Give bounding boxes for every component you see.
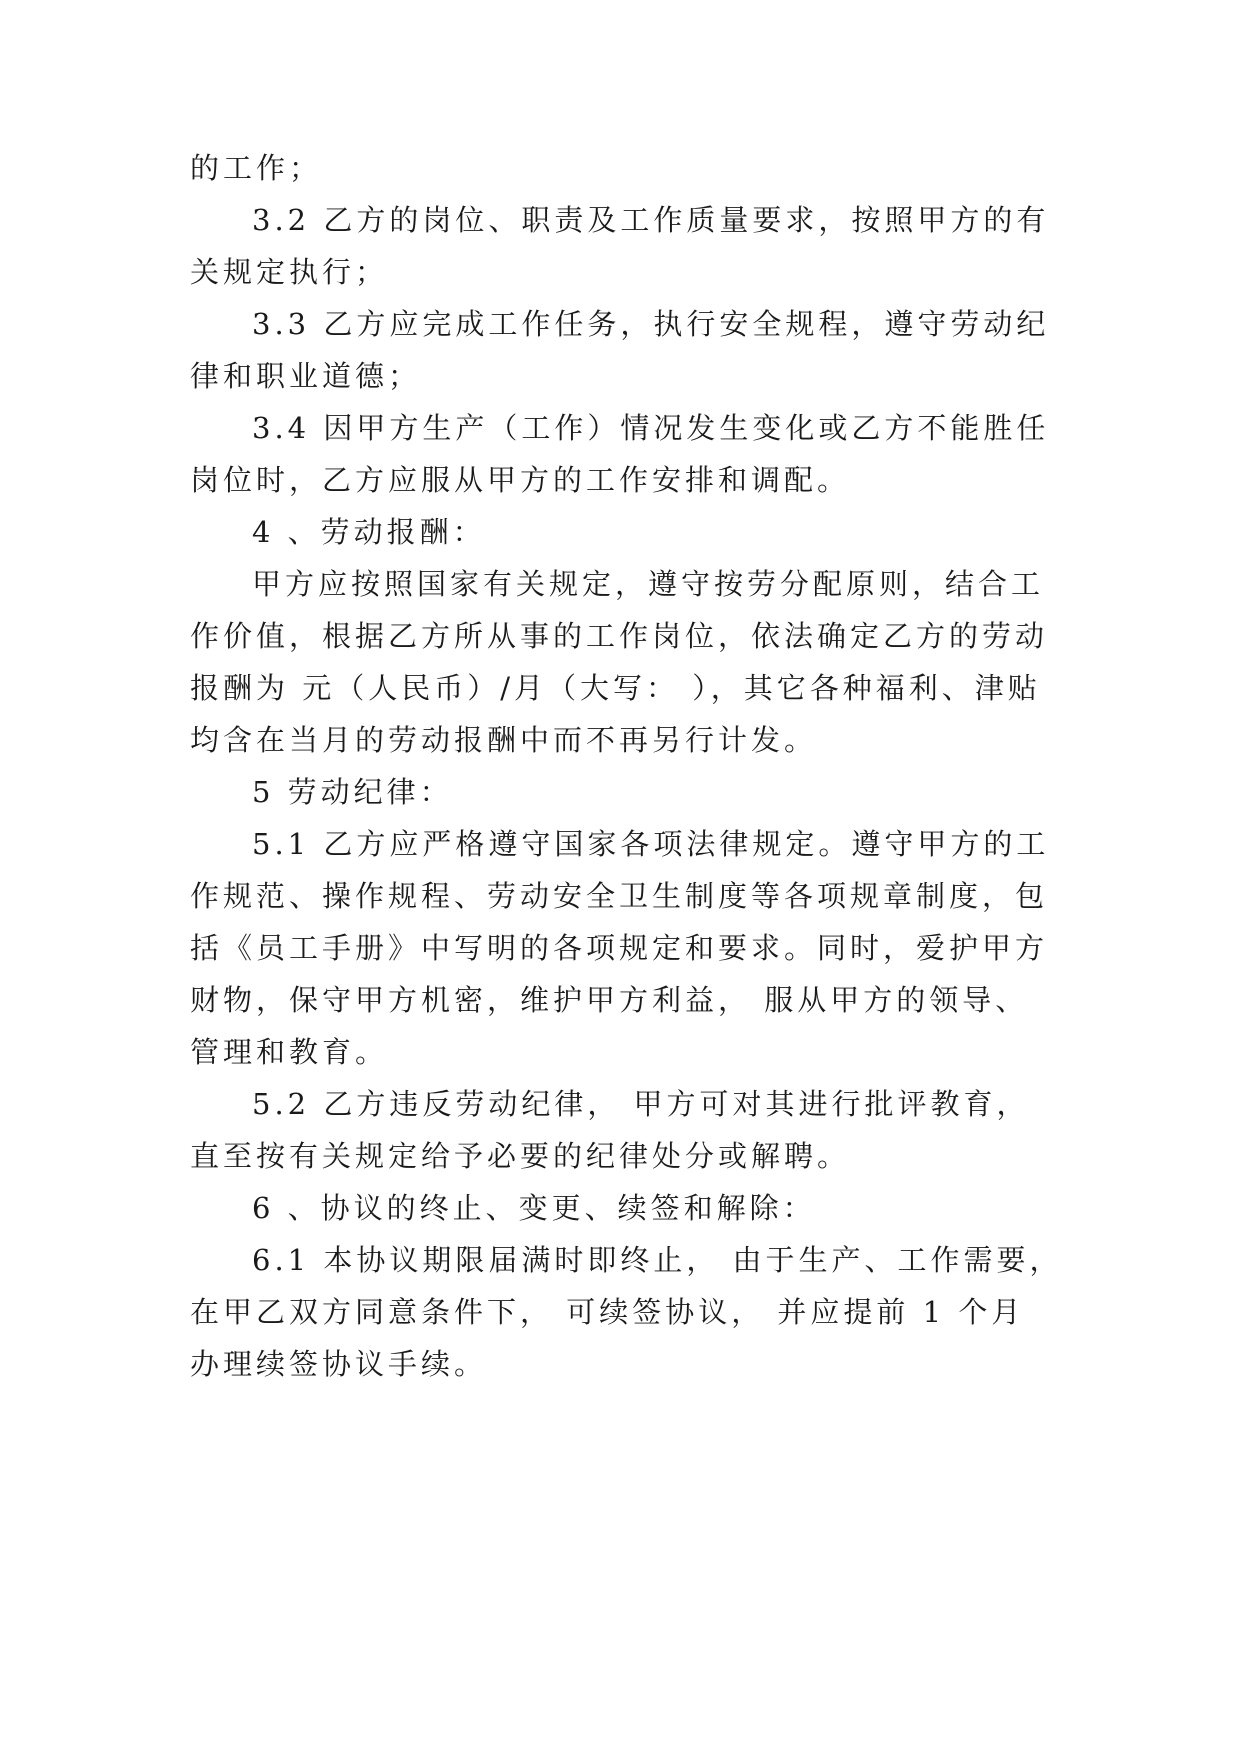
text-line: 财物，保守甲方机密，维护甲方利益， 服从甲方的领导、 <box>190 983 1029 1017</box>
text-line: 管理和教育。 <box>190 1035 389 1069</box>
text-line: 均含在当月的劳动报酬中而不再另行计发。 <box>190 723 818 757</box>
section-heading-5: 5 劳动纪律： <box>252 775 453 809</box>
clause-5-1: 5.1 乙方应严格遵守国家各项法律规定。遵守甲方的工 <box>252 827 1050 861</box>
clause-6-1: 6.1 本协议期限届满时即终止， 由于生产、工作需要， <box>252 1243 1063 1277</box>
clause-3-2: 3.2 乙方的岗位、职责及工作质量要求，按照甲方的有 <box>252 203 1050 237</box>
text-line: 直至按有关规定给予必要的纪律处分或解聘。 <box>190 1139 851 1173</box>
text-line: 括《员工手册》中写明的各项规定和要求。同时，爱护甲方 <box>190 931 1049 965</box>
text-line: 作规范、操作规程、劳动安全卫生制度等各项规章制度，包 <box>190 879 1049 913</box>
text-line: 关规定执行； <box>190 255 389 289</box>
section-heading-4: 4 、劳动报酬： <box>252 515 486 549</box>
text-line: 报酬为 元（人民币）/月（大写： ），其它各种福利、津贴 <box>190 671 1041 705</box>
text-line: 作价值，根据乙方所从事的工作岗位，依法确定乙方的劳动 <box>190 619 1049 653</box>
paragraph-4: 甲方应按照国家有关规定，遵守按劳分配原则，结合工 <box>252 567 1045 601</box>
clause-3-4: 3.4 因甲方生产（工作）情况发生变化或乙方不能胜任 <box>252 411 1050 445</box>
text-line: 岗位时，乙方应服从甲方的工作安排和调配。 <box>190 463 851 497</box>
clause-5-2: 5.2 乙方违反劳动纪律， 甲方可对其进行批评教育， <box>252 1087 1030 1121</box>
section-heading-6: 6 、协议的终止、变更、续签和解除： <box>252 1191 816 1225</box>
text-line: 在甲乙双方同意条件下， 可续签协议， 并应提前 1 个月 <box>190 1295 1025 1329</box>
text-line: 律和职业道德； <box>190 359 422 393</box>
text-line: 的工作； <box>190 151 323 185</box>
text-line: 办理续签协议手续。 <box>190 1347 488 1381</box>
clause-3-3: 3.3 乙方应完成工作任务，执行安全规程，遵守劳动纪 <box>252 307 1050 341</box>
